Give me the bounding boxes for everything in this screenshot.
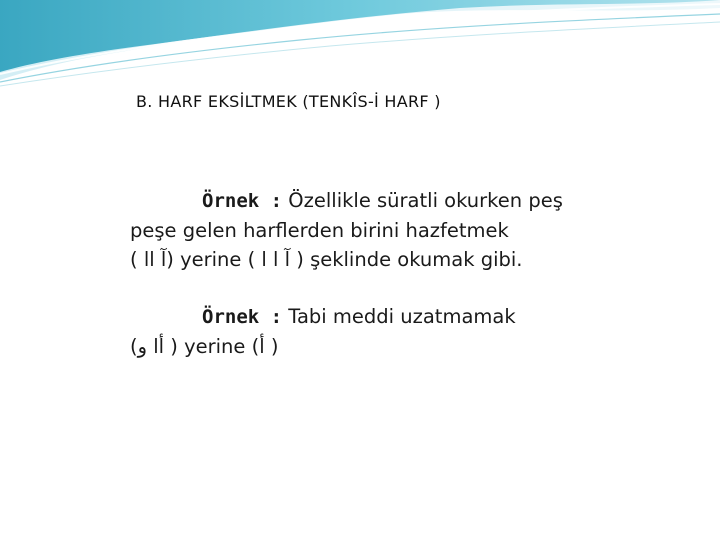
example-1-text: Özellikle süratli okurken peş <box>282 189 563 212</box>
paren-open: ( <box>130 248 144 271</box>
arabic-letters-original: أ‌ا و <box>137 335 165 358</box>
example-2-text: Tabi meddi uzatmamak <box>282 305 516 328</box>
line-end-text: ) şeklinde okumak gibi. <box>290 248 523 271</box>
example-1 <box>130 186 650 274</box>
example-2-label: Örnek : <box>202 306 283 328</box>
example-1-line-2: peşe gelen harflerden birini hazfetmek <box>130 219 509 242</box>
yerine-text: ) yerine ( <box>164 335 260 358</box>
decorative-header-waves <box>0 0 720 90</box>
paren-open: ( <box>130 335 138 358</box>
yerine-text: ) yerine ( <box>166 248 262 271</box>
example-1-label: Örnek : <box>202 190 283 212</box>
line-end-text: ) <box>264 335 279 358</box>
example-1-line-3 <box>130 245 650 274</box>
arabic-letters-original: آ اا <box>143 248 167 271</box>
example-1-line-1 <box>130 186 650 216</box>
section-heading: B. HARF EKSİLTMEK (TENKÎS-İ HARF ) <box>136 92 441 111</box>
example-2-line-2 <box>130 332 650 361</box>
arabic-letters-reduced: آ ا ا <box>261 248 291 271</box>
arabic-letters-reduced: أ <box>259 335 265 358</box>
example-2 <box>130 302 650 361</box>
example-2-line-1 <box>130 302 650 332</box>
